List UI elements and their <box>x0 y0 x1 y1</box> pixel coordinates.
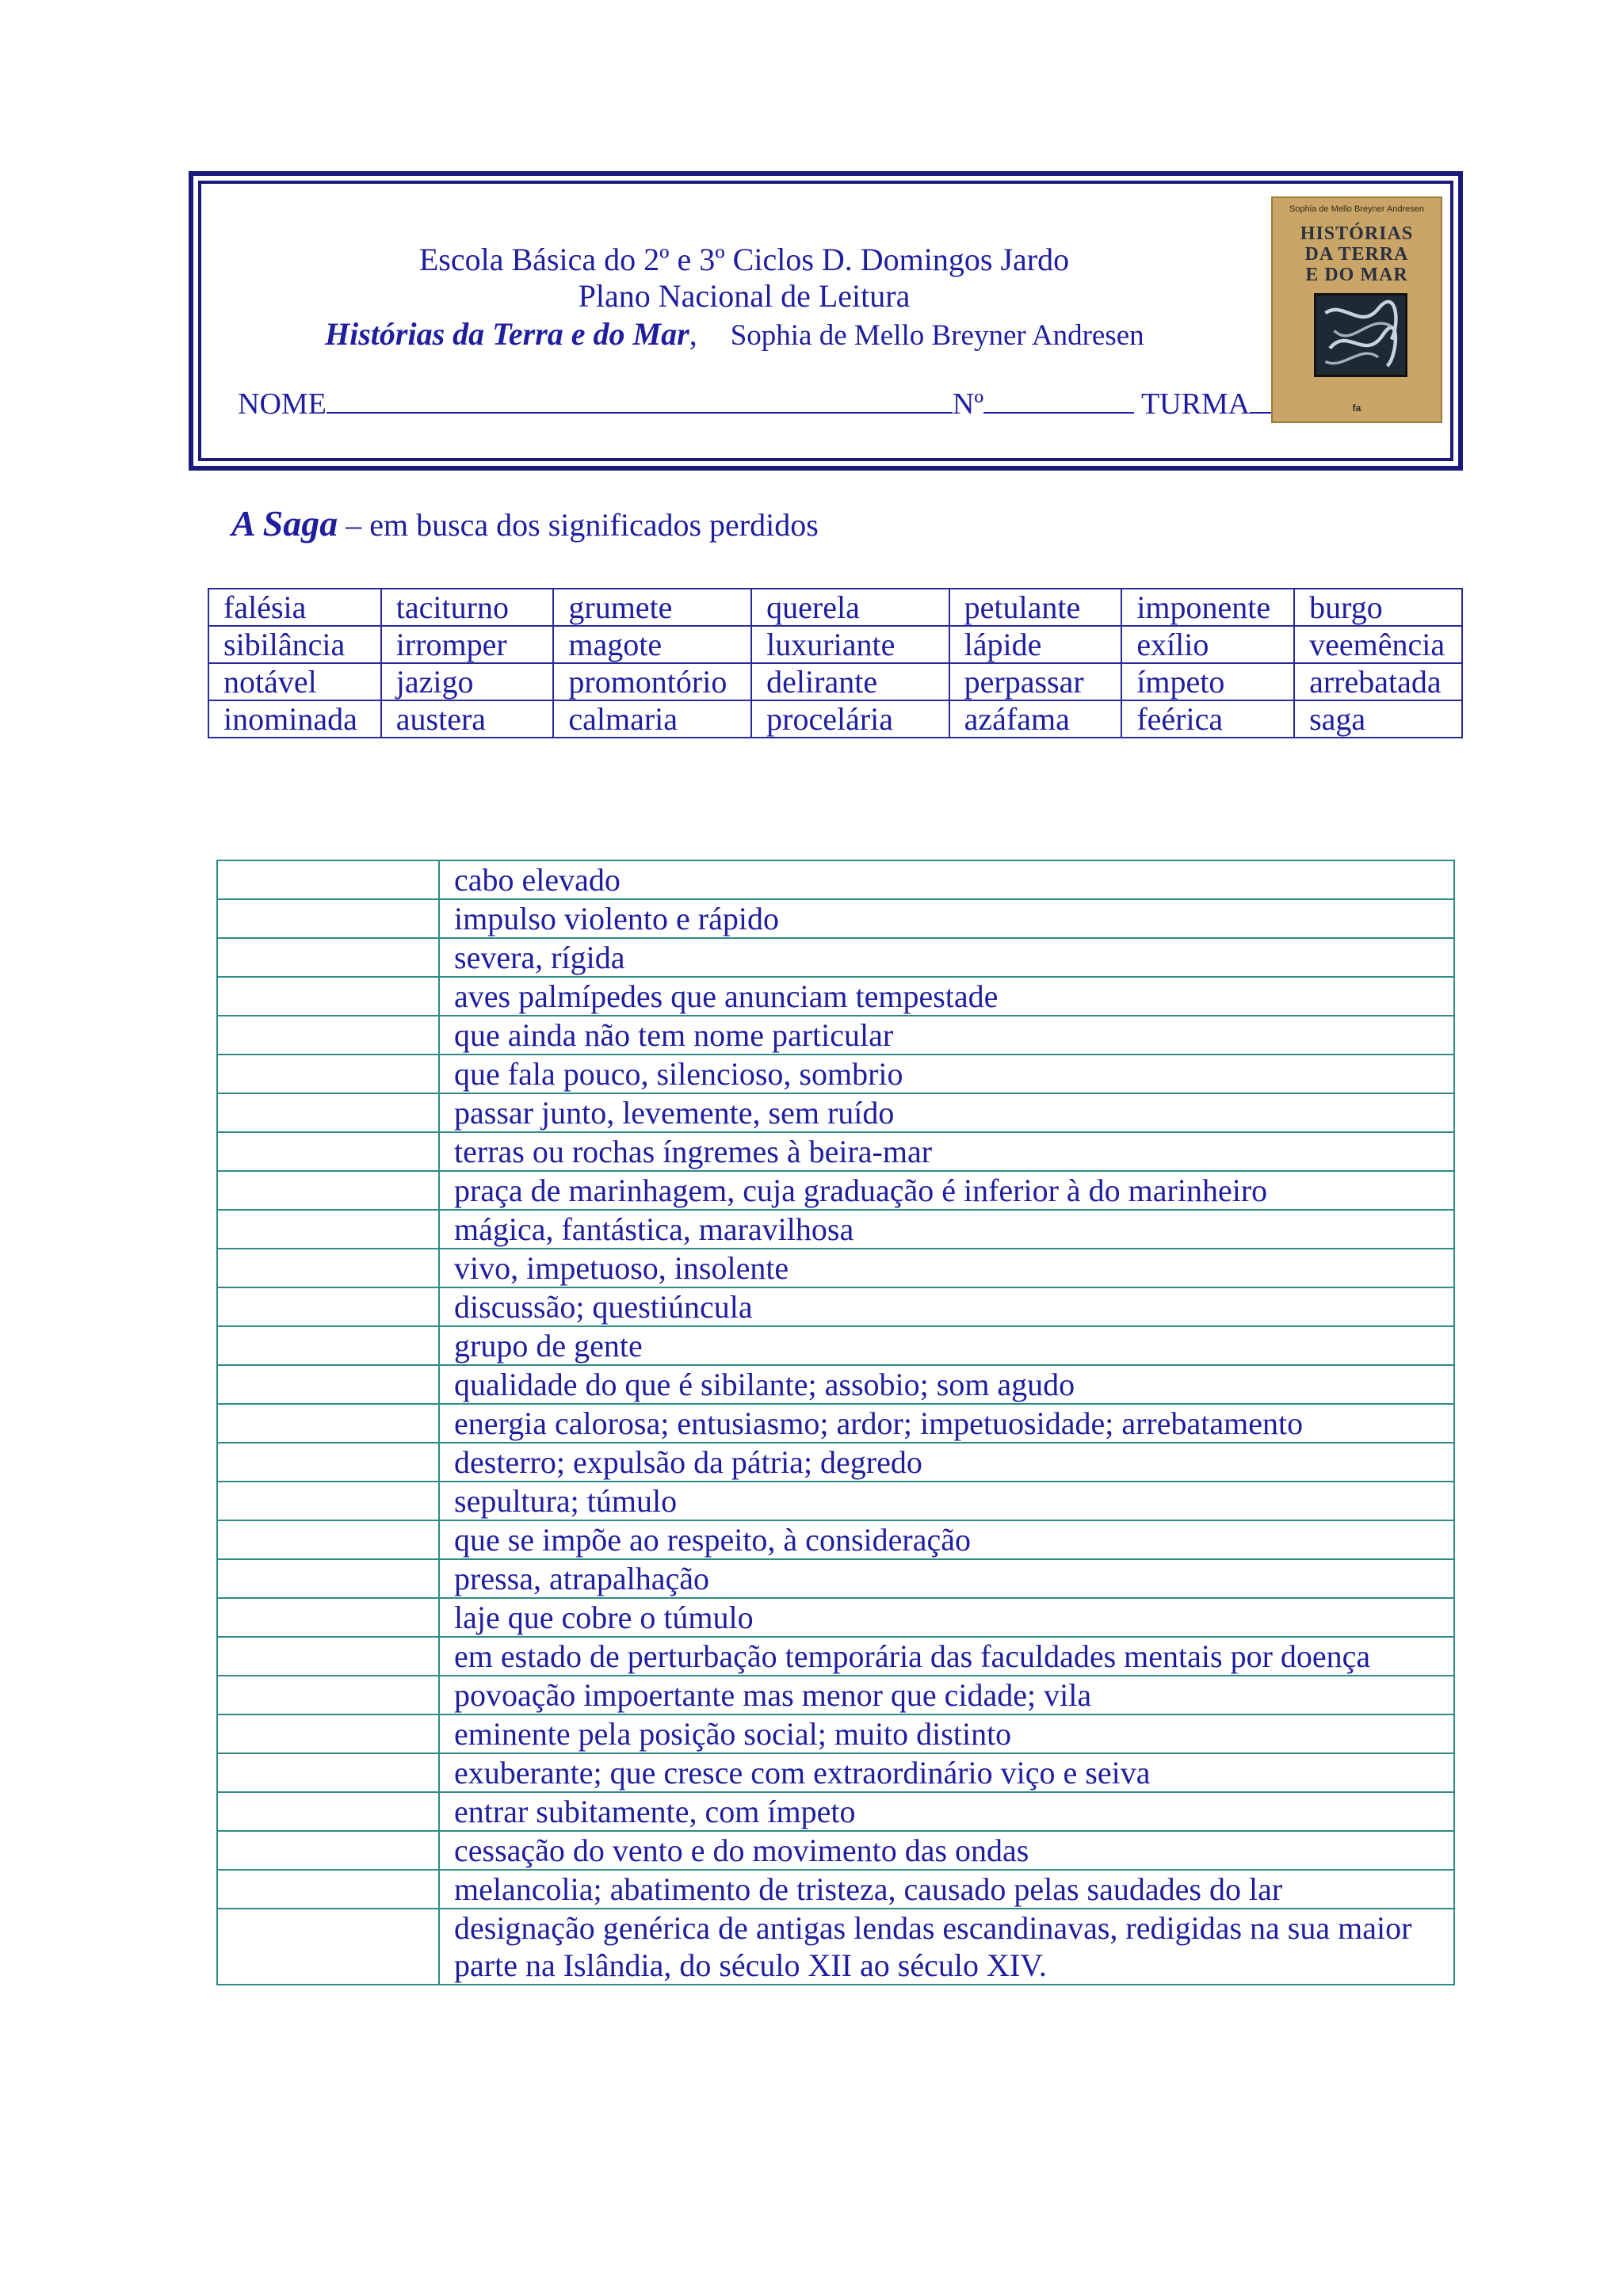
answer-cell[interactable] <box>217 1326 439 1365</box>
definition-row <box>217 938 1454 977</box>
definition-text: cessação do vento e do movimento das ondas <box>439 1831 1454 1870</box>
reading-plan: Plano Nacional de Leitura <box>578 278 911 314</box>
definition-text: terras ou rochas íngremes à beira-mar <box>439 1132 1454 1171</box>
answer-cell[interactable] <box>217 1559 439 1598</box>
definition-row <box>217 1520 1454 1559</box>
answer-cell[interactable] <box>217 977 439 1016</box>
answer-cell[interactable] <box>217 1171 439 1210</box>
cover-title-line: E DO MAR <box>1305 265 1408 285</box>
definition-text: pressa, atrapalhação <box>439 1559 1454 1598</box>
definition-text: em estado de perturbação temporária das faculdades mentais por doença <box>439 1637 1454 1676</box>
cover-art-icon <box>1314 293 1407 377</box>
word-cell: petulante <box>949 589 1122 626</box>
word-cell: lápide <box>949 626 1122 663</box>
word-cell: saga <box>1294 700 1462 738</box>
answer-cell[interactable] <box>217 1055 439 1093</box>
definition-text: aves palmípedes que anunciam tempestade <box>439 977 1454 1016</box>
book-title: Histórias da Terra e do Mar <box>325 316 689 352</box>
definition-row <box>217 1249 1454 1287</box>
word-cell: irromper <box>381 626 554 663</box>
word-cell: delirante <box>751 663 949 700</box>
word-cell: procelária <box>751 700 949 738</box>
section-title-main: A Saga <box>231 503 338 543</box>
word-cell: taciturno <box>381 589 554 626</box>
number-field[interactable] <box>983 388 1134 414</box>
answer-cell[interactable] <box>217 1210 439 1249</box>
word-row <box>208 626 1462 663</box>
definition-text: cabo elevado <box>439 860 1454 899</box>
cover-title-line: HISTÓRIAS <box>1300 223 1414 244</box>
definition-text: designação genérica de antigas lendas escandinavas, redigidas na sua maior parte na Islândia, do século XII ao século XIV. <box>439 1909 1454 1985</box>
answer-cell[interactable] <box>217 1909 439 1985</box>
definition-text: severa, rígida <box>439 938 1454 977</box>
definition-row <box>217 1287 1454 1326</box>
word-cell: perpassar <box>949 663 1122 700</box>
word-cell: exílio <box>1121 626 1294 663</box>
definition-text: entrar subitamente, com ímpeto <box>439 1792 1454 1831</box>
definition-row <box>217 1210 1454 1249</box>
answer-cell[interactable] <box>217 1016 439 1055</box>
definition-row <box>217 1016 1454 1055</box>
definition-text: mágica, fantástica, maravilhosa <box>439 1210 1454 1249</box>
word-cell: arrebatada <box>1294 663 1462 700</box>
definition-row <box>217 1055 1454 1093</box>
answer-cell[interactable] <box>217 938 439 977</box>
word-cell: calmaria <box>553 700 751 738</box>
answer-cell[interactable] <box>217 860 439 899</box>
definition-row <box>217 1637 1454 1676</box>
definition-row <box>217 1676 1454 1714</box>
publisher-logo: fa <box>1352 402 1361 414</box>
definition-text: qualidade do que é sibilante; assobio; som agudo <box>439 1365 1454 1404</box>
answer-cell[interactable] <box>217 1870 439 1909</box>
definition-text: sepultura; túmulo <box>439 1482 1454 1520</box>
book-cover-image <box>1271 196 1442 423</box>
student-info-line <box>238 387 1345 421</box>
answer-cell[interactable] <box>217 1753 439 1792</box>
book-line <box>325 315 1144 353</box>
definition-text: que se impõe ao respeito, à consideração <box>439 1520 1454 1559</box>
definition-text: impulso violento e rápido <box>439 899 1454 938</box>
name-label: NOME <box>238 387 327 421</box>
answer-cell[interactable] <box>217 1676 439 1714</box>
section-title <box>231 502 819 544</box>
word-cell: notável <box>208 663 381 700</box>
definition-row <box>217 977 1454 1016</box>
book-title-separator: , <box>689 316 697 352</box>
answer-cell[interactable] <box>217 1598 439 1637</box>
vocabulary-word-table <box>208 588 1463 738</box>
book-author: Sophia de Mello Breyner Andresen <box>730 319 1144 352</box>
word-cell: grumete <box>553 589 751 626</box>
cover-author: Sophia de Mello Breyner Andresen <box>1289 204 1424 214</box>
answer-cell[interactable] <box>217 1792 439 1831</box>
word-cell: azáfama <box>949 700 1122 738</box>
definition-row <box>217 1482 1454 1520</box>
definition-text: exuberante; que cresce com extraordinário viço e seiva <box>439 1753 1454 1792</box>
definition-text: que fala pouco, silencioso, sombrio <box>439 1055 1454 1093</box>
definition-row <box>217 1326 1454 1365</box>
word-cell: promontório <box>553 663 751 700</box>
word-row <box>208 589 1462 626</box>
word-cell: falésia <box>208 589 381 626</box>
definition-text: laje que cobre o túmulo <box>439 1598 1454 1637</box>
answer-cell[interactable] <box>217 1093 439 1132</box>
header-inner-frame <box>198 181 1453 461</box>
definition-row <box>217 1909 1454 1985</box>
definition-row <box>217 1870 1454 1909</box>
definition-row <box>217 1559 1454 1598</box>
word-cell: sibilância <box>208 626 381 663</box>
name-field[interactable] <box>327 388 953 414</box>
definition-text: energia calorosa; entusiasmo; ardor; impetuosidade; arrebatamento <box>439 1404 1454 1443</box>
definition-text: desterro; expulsão da pátria; degredo <box>439 1443 1454 1482</box>
definition-text: vivo, impetuoso, insolente <box>439 1249 1454 1287</box>
word-row <box>208 663 1462 700</box>
definition-row <box>217 1831 1454 1870</box>
word-cell: imponente <box>1121 589 1294 626</box>
word-cell: querela <box>751 589 949 626</box>
definition-row <box>217 1132 1454 1171</box>
definitions-table <box>216 860 1455 1985</box>
definition-row <box>217 1443 1454 1482</box>
definition-row <box>217 860 1454 899</box>
header-box <box>189 171 1463 471</box>
answer-cell[interactable] <box>217 1132 439 1171</box>
answer-cell[interactable] <box>217 1249 439 1287</box>
definition-row <box>217 1792 1454 1831</box>
definition-text: passar junto, levemente, sem ruído <box>439 1093 1454 1132</box>
definition-row <box>217 1404 1454 1443</box>
answer-cell[interactable] <box>217 1287 439 1326</box>
word-cell: luxuriante <box>751 626 949 663</box>
number-label: Nº <box>952 387 984 421</box>
answer-cell[interactable] <box>217 899 439 938</box>
school-name: Escola Básica do 2º e 3º Ciclos D. Domingos Jardo <box>418 242 1070 277</box>
cover-title-line: DA TERRA <box>1304 244 1409 265</box>
knot-pattern-icon <box>1316 296 1405 375</box>
word-cell: feérica <box>1121 700 1294 738</box>
answer-cell[interactable] <box>217 1831 439 1870</box>
word-row <box>208 700 1462 738</box>
section-subtitle: – em busca dos significados perdidos <box>338 507 819 543</box>
class-label: TURMA <box>1140 387 1251 421</box>
definition-text: discussão; questiúncula <box>439 1287 1454 1326</box>
definition-text: praça de marinhagem, cuja graduação é inferior à do marinheiro <box>439 1171 1454 1210</box>
definition-text: eminente pela posição social; muito distinto <box>439 1714 1454 1753</box>
definition-row <box>217 1714 1454 1753</box>
answer-cell[interactable] <box>217 1482 439 1520</box>
word-cell: ímpeto <box>1121 663 1294 700</box>
definition-text: que ainda não tem nome particular <box>439 1016 1454 1055</box>
word-cell: inominada <box>208 700 381 738</box>
word-cell: austera <box>381 700 554 738</box>
word-cell: magote <box>553 626 751 663</box>
answer-cell[interactable] <box>217 1714 439 1753</box>
answer-cell[interactable] <box>217 1365 439 1404</box>
definition-text: melancolia; abatimento de tristeza, causado pelas saudades do lar <box>439 1870 1454 1909</box>
answer-cell[interactable] <box>217 1443 439 1482</box>
definition-text: grupo de gente <box>439 1326 1454 1365</box>
definition-row <box>217 1365 1454 1404</box>
definition-row <box>217 1093 1454 1132</box>
word-cell: veemência <box>1294 626 1462 663</box>
cover-title <box>1273 223 1441 285</box>
definition-text: povoação impoertante mas menor que cidade; vila <box>439 1676 1454 1714</box>
answer-cell[interactable] <box>217 1520 439 1559</box>
word-cell: jazigo <box>381 663 554 700</box>
answer-cell[interactable] <box>217 1637 439 1676</box>
definition-row <box>217 1753 1454 1792</box>
answer-cell[interactable] <box>217 1404 439 1443</box>
definition-row <box>217 1171 1454 1210</box>
definition-row <box>217 1598 1454 1637</box>
word-cell: burgo <box>1294 589 1462 626</box>
definition-row <box>217 899 1454 938</box>
